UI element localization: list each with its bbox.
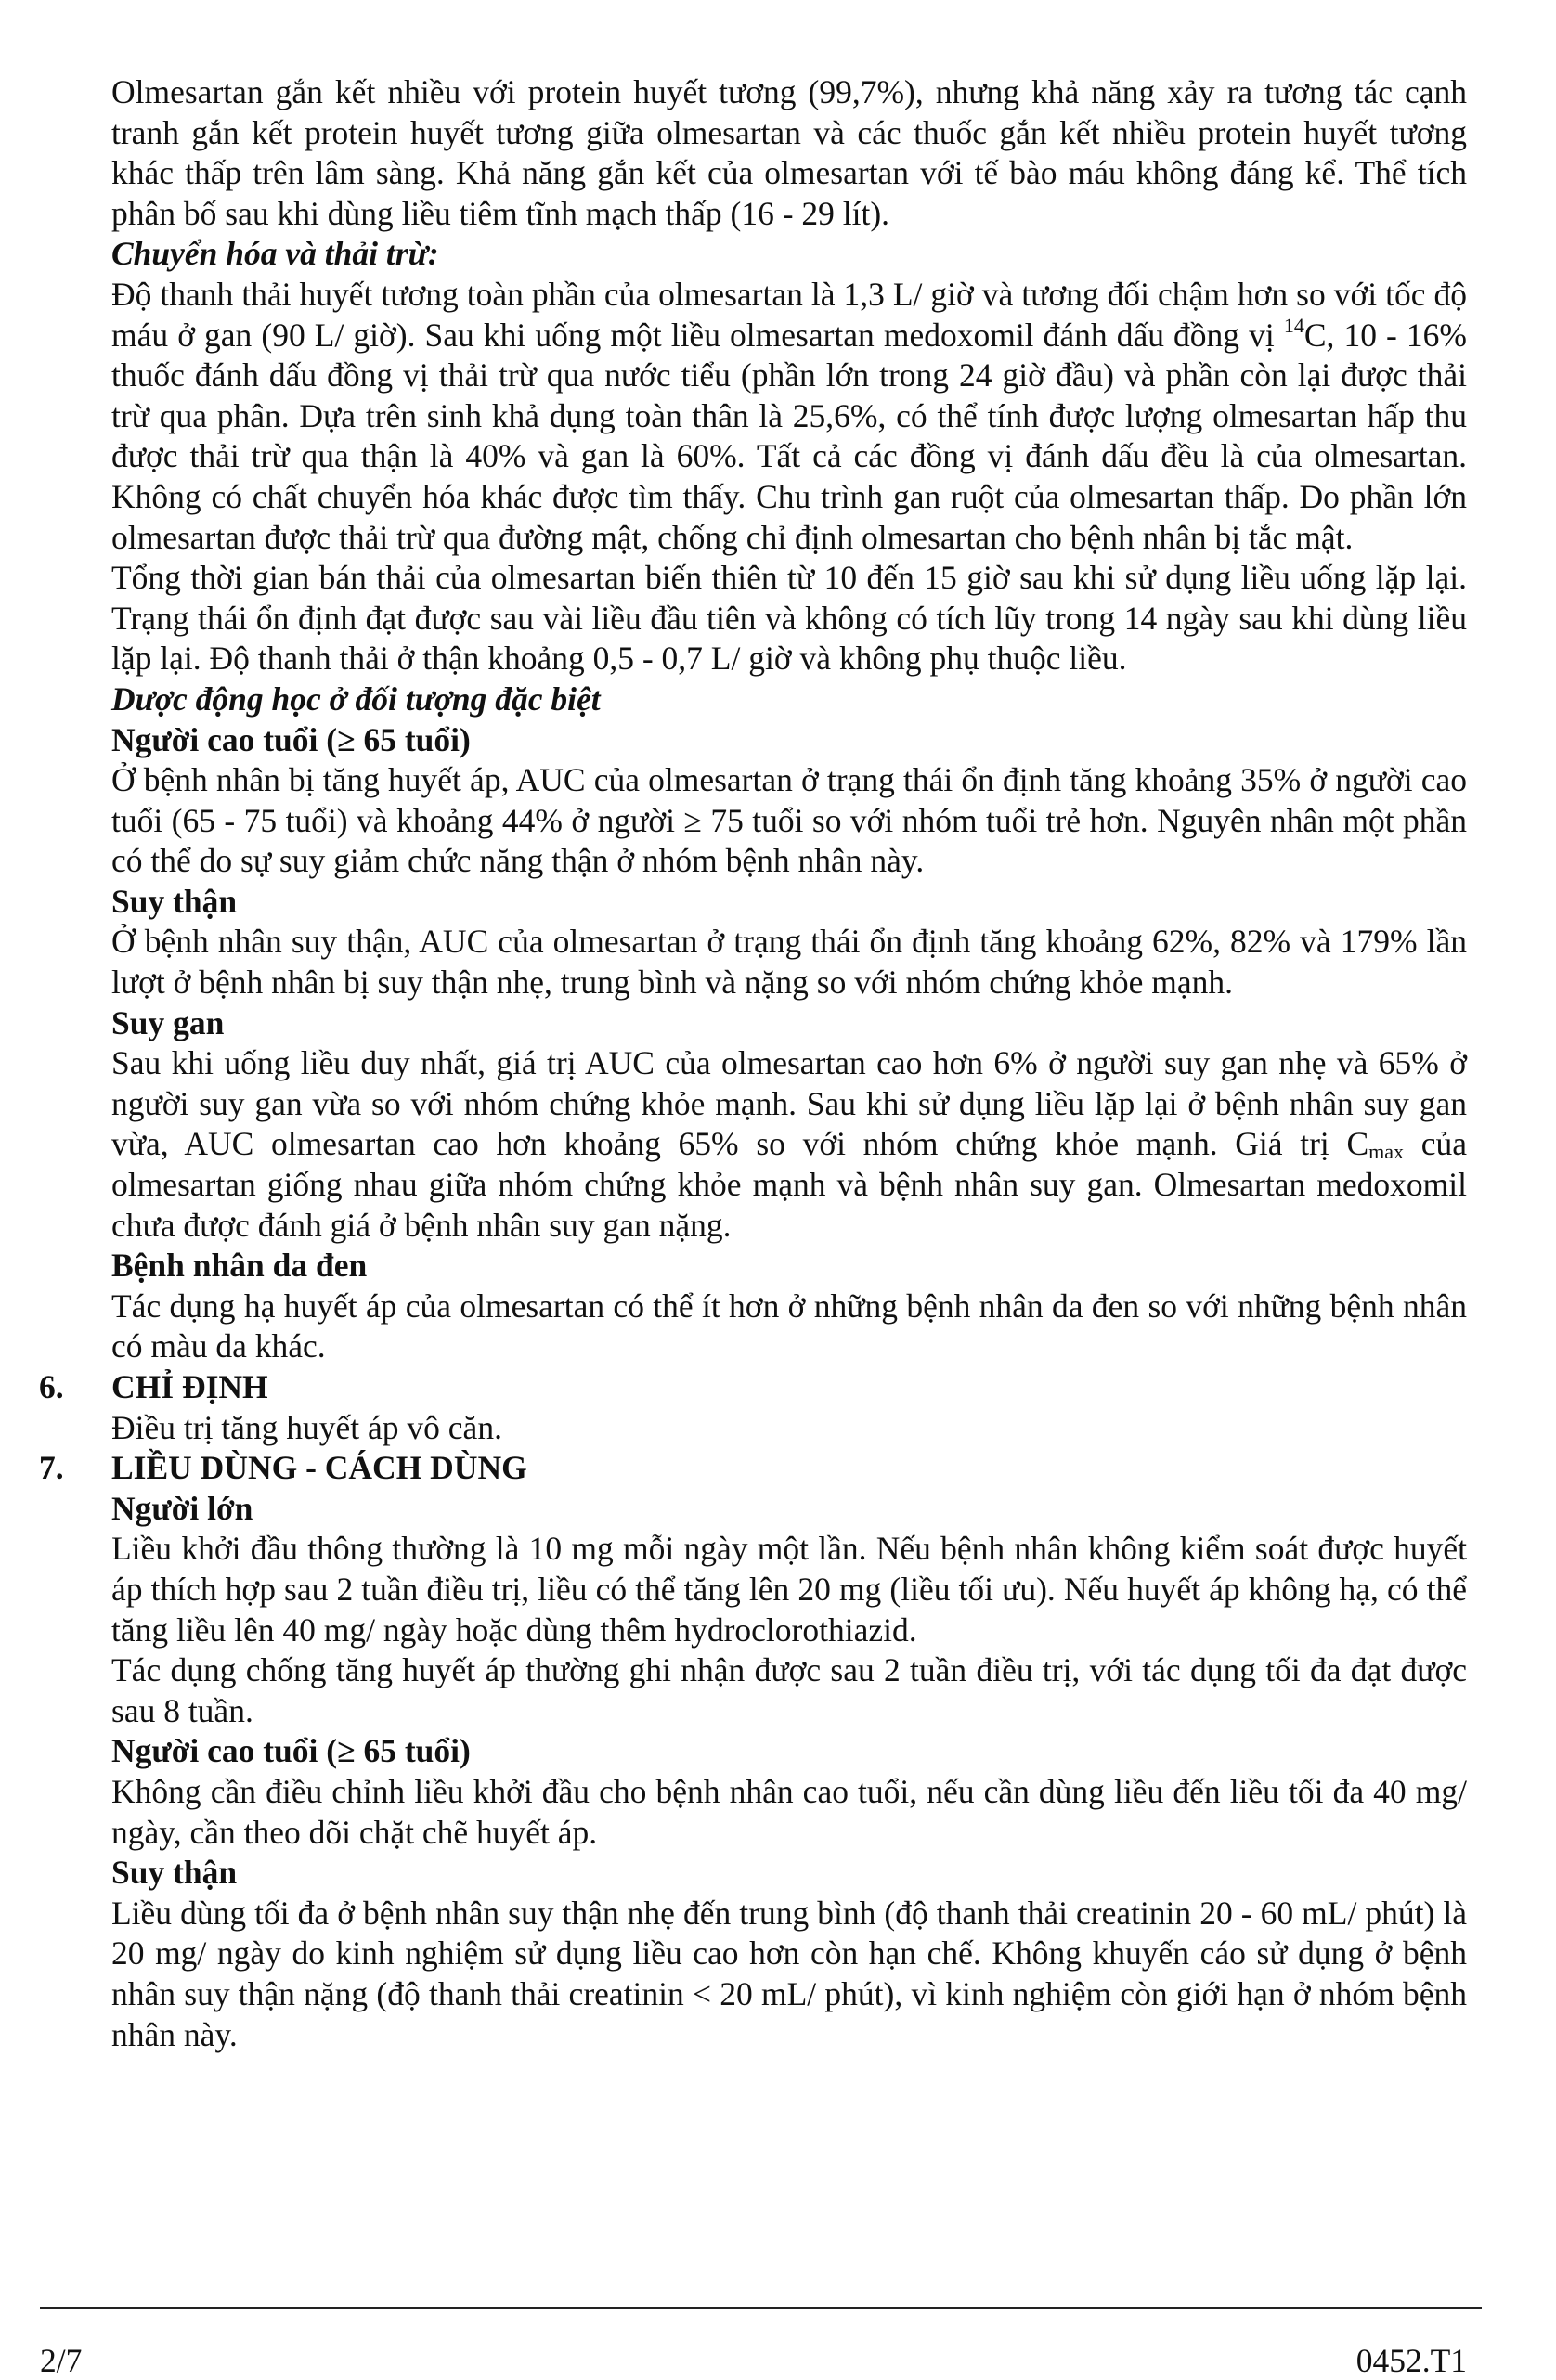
- heading-elderly: Người cao tuổi (≥ 65 tuổi): [111, 720, 471, 758]
- paragraph-renal: Ở bệnh nhân suy thận, AUC của olmesartan ở trạng thái ổn định tăng khoảng 62%, 82% và 179% lần lượt ở bệnh nhân bị suy thận nhẹ, trung bình và nặng so với nhóm chứng khỏe mạnh.: [111, 923, 1467, 1002]
- heading-adults: Người lớn: [111, 1489, 253, 1527]
- section-6-heading: [39, 1367, 1467, 1408]
- paragraph-protein-binding: Olmesartan gắn kết nhiều với protein huyết tương (99,7%), nhưng khả năng xảy ra tương tác cạnh tranh gắn kết protein huyết tương giữa olmesartan và các thuốc gắn kết nhiều protein huyết tương khác thấp trên lâm sàng. Khả năng gắn kết của olmesartan với tế bào máu không đáng kể. Thể tích phân bố sau khi dùng liều tiêm tĩnh mạch thấp (16 - 29 lít).: [111, 73, 1467, 232]
- section-6-number: 6.: [39, 1368, 64, 1405]
- heading-renal: Suy thận: [111, 882, 238, 920]
- footer-divider: [40, 2307, 1482, 2309]
- paragraph-adults-effect: Tác dụng chống tăng huyết áp thường ghi nhận được sau 2 tuần điều trị, với tác dụng tối đa đạt được sau 8 tuần.: [111, 1651, 1467, 1729]
- paragraph-renal-dose: Liều dùng tối đa ở bệnh nhân suy thận nhẹ đến trung bình (độ thanh thải creatinin 20 - 60 mL/ phút) là 20 mg/ ngày do kinh nghiệm sử dụng liều cao hơn còn hạn chế. Không khuyến cáo sử dụng ở bệnh nhân suy thận nặng (độ thanh thải creatinin < 20 mL/ phút), vì kinh nghiệm còn giới hạn ở nhóm bệnh nhân này.: [111, 1894, 1467, 2053]
- paragraph-elderly: Ở bệnh nhân bị tăng huyết áp, AUC của olmesartan ở trạng thái ổn định tăng khoảng 35% ở người cao tuổi (65 - 75 tuổi) và khoảng 44% ở người ≥ 75 tuổi so với nhóm tuổi trẻ hơn. Nguyên nhân một phần có thể do sự suy giảm chức năng thận ở nhóm bệnh nhân này.: [111, 761, 1467, 880]
- section-7-number: 7.: [39, 1449, 64, 1487]
- section-7-title: LIỀU DÙNG - CÁCH DÙNG: [111, 1449, 527, 1487]
- paragraph-black-patients: Tác dụng hạ huyết áp của olmesartan có thể ít hơn ở những bệnh nhân da đen so với những bệnh nhân có màu da khác.: [111, 1287, 1467, 1365]
- heading-black-patients: Bệnh nhân da đen: [111, 1247, 368, 1285]
- section-6-title: CHỈ ĐỊNH: [111, 1368, 268, 1405]
- section-7-heading: [39, 1448, 1467, 1489]
- document-code: 0452.T1: [1355, 2342, 1467, 2379]
- heading-hepatic: Suy gan: [111, 1003, 225, 1041]
- page-number: 2/7: [40, 2342, 83, 2379]
- heading-elderly-dose: Người cao tuổi (≥ 65 tuổi): [111, 1732, 471, 1770]
- paragraph-hepatic: [111, 1043, 1467, 1246]
- clearance-text-part1: Độ thanh thải huyết tương toàn phần của olmesartan là 1,3 L/ giờ và tương đối chậm hơn so với tốc độ máu ở gan (90 L/ giờ). Sau khi uống một liều olmesartan medoxomil đánh dấu đồng vị: [111, 275, 1467, 354]
- hepatic-text-part2: của olmesartan giống nhau giữa nhóm chứng khỏe mạnh và bệnh nhân suy gan. Olmesartan medoxomil chưa được đánh giá ở bệnh nhân suy gan nặng.: [111, 1125, 1468, 1244]
- section-6-text: Điều trị tăng huyết áp vô căn.: [111, 1408, 502, 1446]
- paragraph-adults-dose: Liều khởi đầu thông thường là 10 mg mỗi ngày một lần. Nếu bệnh nhân không kiểm soát được huyết áp thích hợp sau 2 tuần điều trị, liều có thể tăng lên 20 mg (liều tối ưu). Nếu huyết áp không hạ, có thể tăng liều lên 40 mg/ ngày hoặc dùng thêm hydroclorothiazid.: [111, 1530, 1467, 1649]
- hepatic-text-part1: Sau khi uống liều duy nhất, giá trị AUC của olmesartan cao hơn 6% ở người suy gan nhẹ và 65% ở người suy gan vừa so với nhóm chứng khỏe mạnh. Sau khi sử dụng liều lặp lại ở bệnh nhân suy gan vừa, AUC olmesartan cao hơn khoảng 65% so với nhóm chứng khỏe mạnh. Giá trị C: [111, 1044, 1467, 1163]
- paragraph-clearance: [111, 275, 1467, 558]
- subheading-metabolism: Chuyển hóa và thải trừ:: [111, 235, 439, 273]
- clearance-text-part2: C, 10 - 16% thuốc đánh dấu đồng vị thải trừ qua nước tiểu (phần lớn trong 24 giờ đầu) và phần còn lại được thải trừ qua phân. Dựa trên sinh khả dụng toàn thân là 25,6%, có thể tính được lượng olmesartan hấp thu được thải trừ qua thận là 40% và gan là 60%. Tất cả các đồng vị đánh dấu đều là của olmesartan. Không có chất chuyển hóa khác được tìm thấy. Chu trình gan ruột của olmesartan thấp. Do phần lớn olmesartan được thải trừ qua đường mật, chống chỉ định olmesartan cho bệnh nhân bị tắc mật.: [111, 316, 1467, 556]
- document-body: [39, 72, 1468, 2055]
- paragraph-elderly-dose: Không cần điều chỉnh liều khởi đầu cho bệnh nhân cao tuổi, nếu cần dùng liều đến liều tối đa 40 mg/ ngày, cần theo dõi chặt chẽ huyết áp.: [111, 1772, 1467, 1851]
- isotope-superscript: 14: [1283, 313, 1304, 337]
- heading-renal-dose: Suy thận: [111, 1854, 238, 1892]
- subheading-special-populations: Dược động học ở đối tượng đặc biệt: [111, 679, 601, 718]
- paragraph-half-life: Tổng thời gian bán thải của olmesartan biến thiên từ 10 đến 15 giờ sau khi sử dụng liều uống lặp lại. Trạng thái ổn định đạt được sau vài liều đầu tiên và không có tích lũy trong 14 ngày sau khi dùng liều lặp lại. Độ thanh thải ở thận khoảng 0,5 - 0,7 L/ giờ và không phụ thuộc liều.: [111, 559, 1467, 678]
- cmax-subscript: max: [1368, 1140, 1405, 1164]
